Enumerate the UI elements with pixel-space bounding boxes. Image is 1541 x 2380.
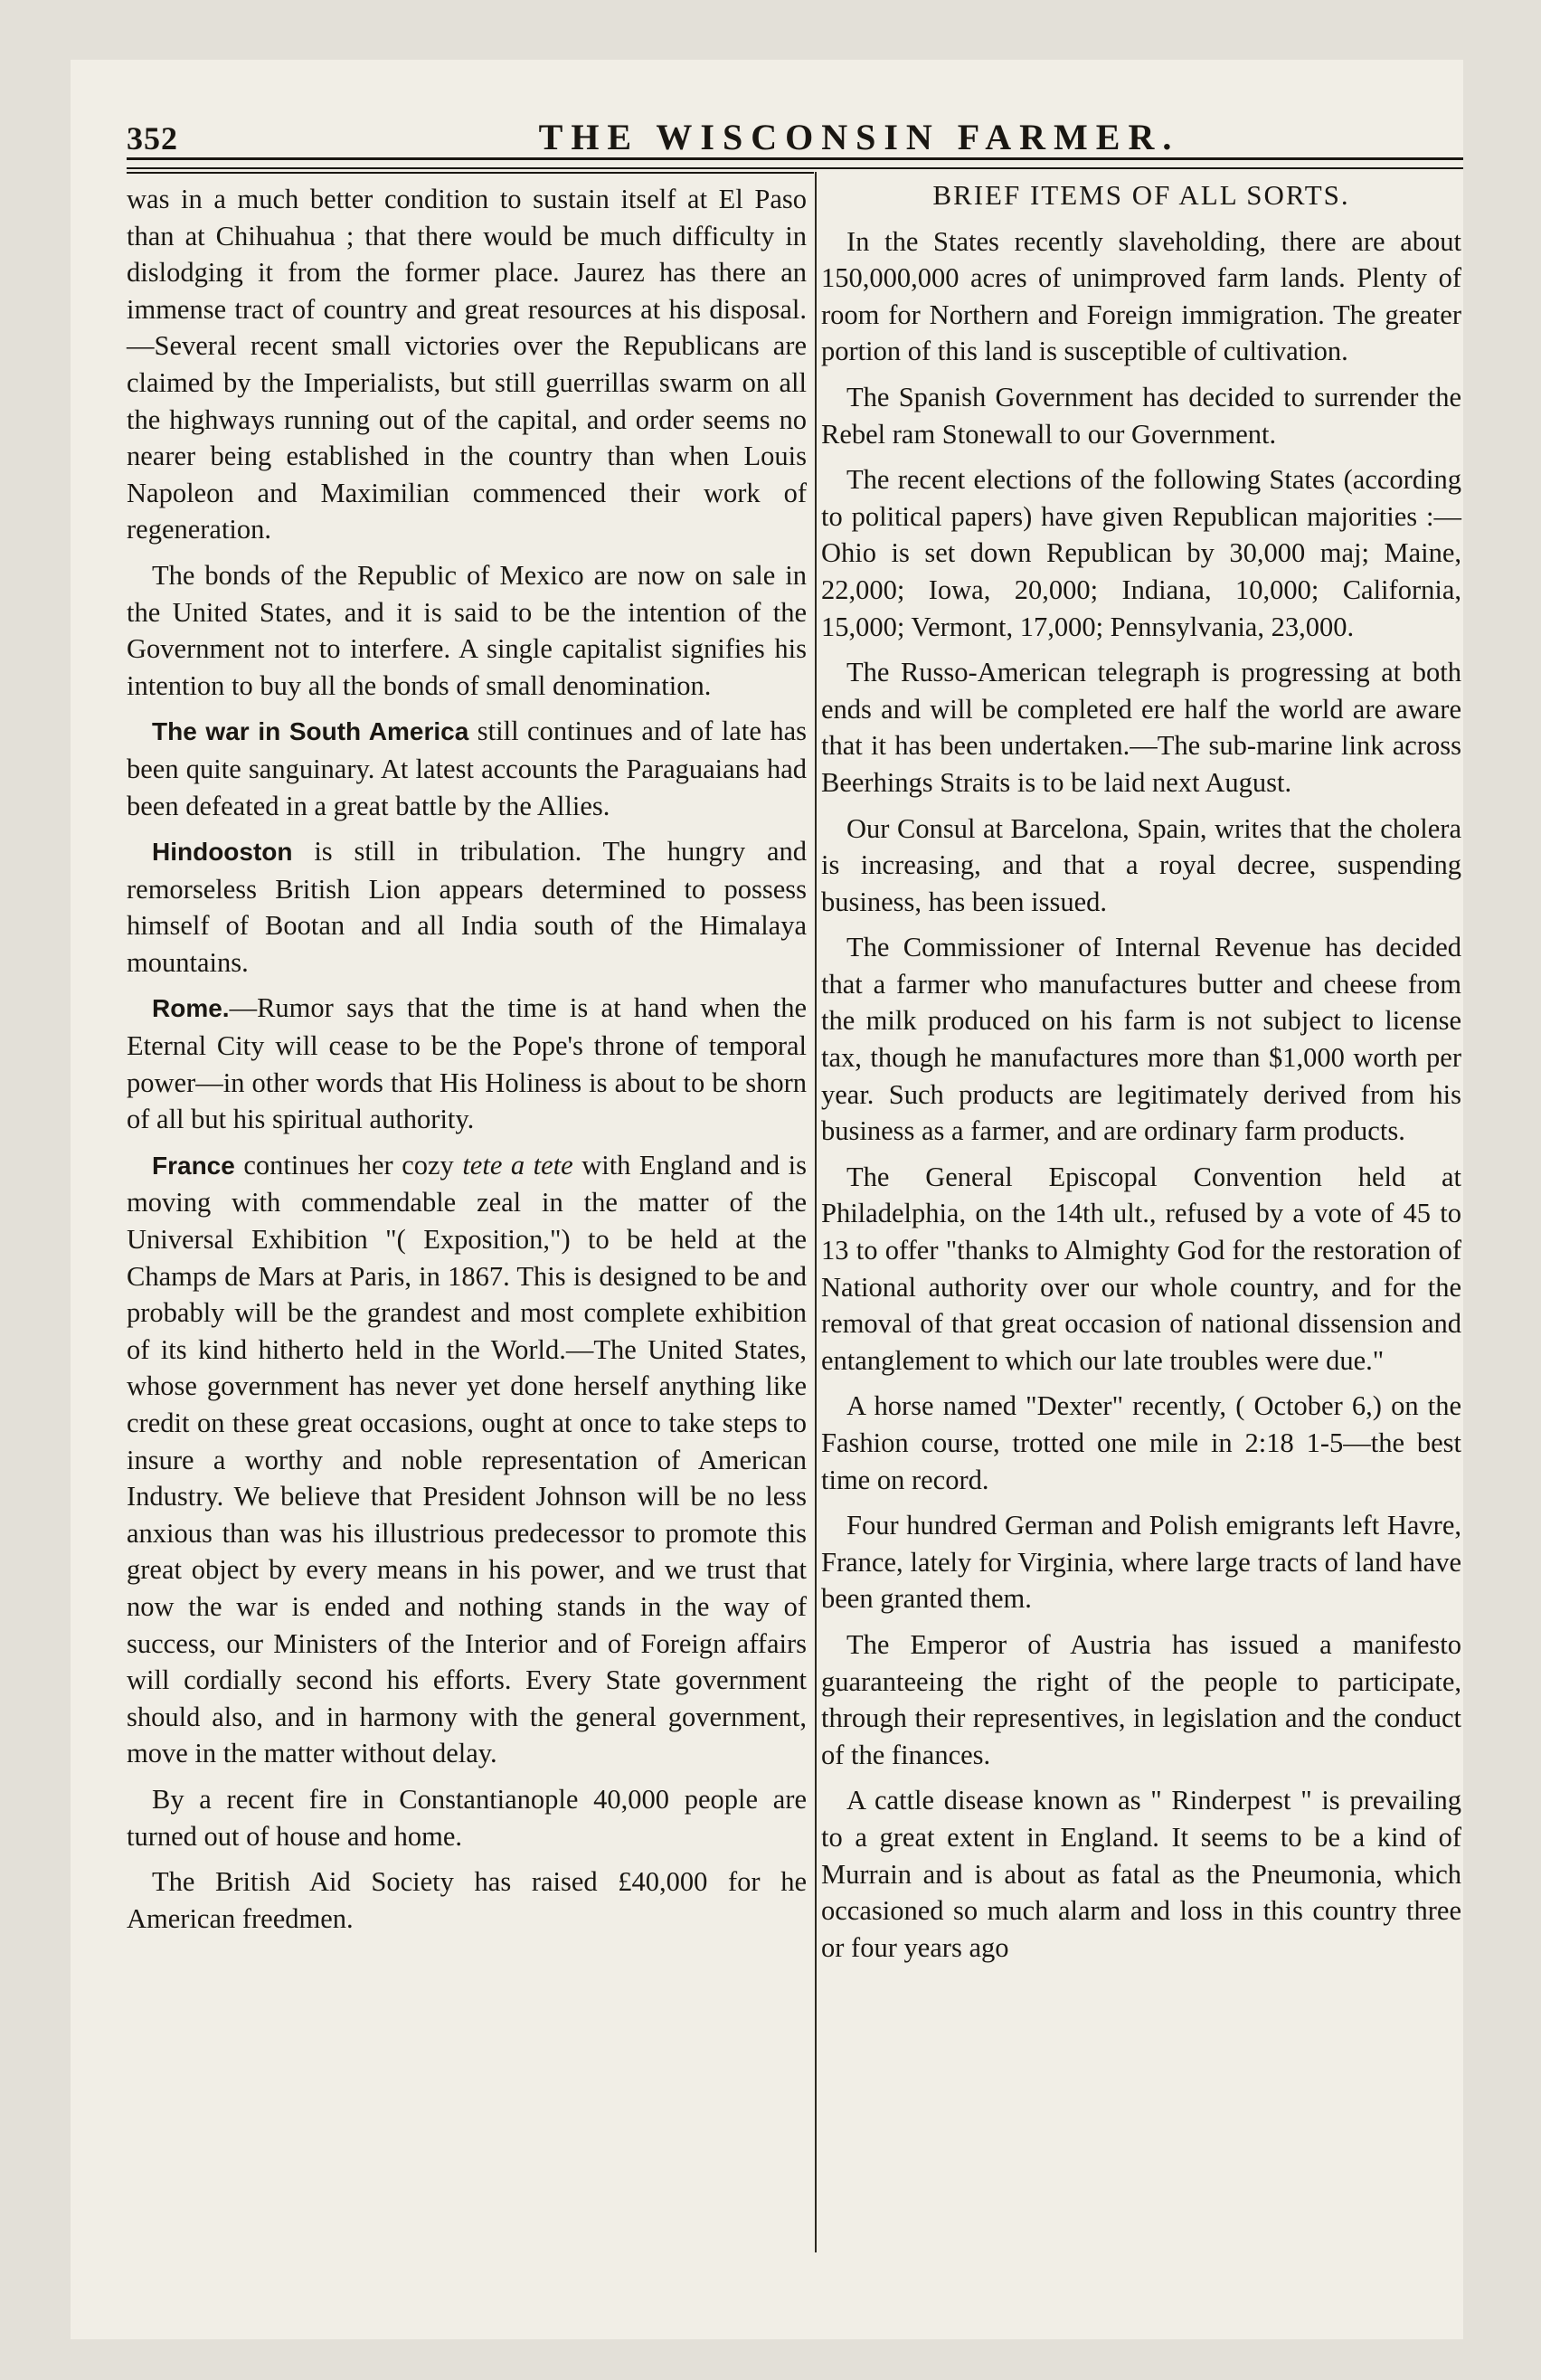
item-internal-revenue: The Commissioner of Internal Revenue has decided that a farmer who manufactures butter and cheese from the milk produced on his farm is not subject to license tax, though he manufactures more than $1,000 worth per year. Such products are legitimately derived from his business as a farmer, and are ordinary farm products. (821, 932, 1461, 1147)
lead-france: France (152, 1151, 235, 1180)
item-episcopal-convention: The General Episcopal Convention held at Philadelphia, on the 14th ult., refused by a vote of 45 to 13 to offer "thanks to Almighty God for the restoration of National authority over our whole country, and for the removal of that great occasion of national dissension and entanglement to which our late troubles were due." (821, 1161, 1461, 1376)
header-rule (127, 157, 1463, 169)
paragraph-hindooston (127, 833, 807, 981)
paragraph-france (127, 1147, 807, 1772)
text-france-italic: tete a tete (462, 1149, 573, 1181)
section-heading: BRIEF ITEMS OF ALL SORTS. (932, 179, 1350, 211)
item-elections: The recent elections of the following States (according to political papers) have given Republican majorities :—Ohio is set down Republican by 30,000 maj; Maine, 22,000; Iowa, 20,000; Indiana, 10,000; California, 15,000; Vermont, 17,000; Pennsylvania, 23,000. (821, 464, 1461, 642)
text-hindooston: is still in tribulation. The hungry and remorseless British Lion appears determined to possess himself of Bootan and all India south of the Himalaya mountains. (127, 836, 807, 978)
column-divider (815, 172, 817, 2252)
lead-hindooston: Hindooston (152, 838, 293, 867)
page-number: 352 (127, 120, 178, 156)
item-stonewall: The Spanish Government has decided to surrender the Rebel ram Stonewall to our Government. (821, 381, 1461, 450)
left-column-rule (127, 172, 814, 174)
item-dexter-horse: A horse named "Dexter" recently, ( October 6,) on the Fashion course, trotted one mile in 2:18 1-5—the best time on record. (821, 1390, 1461, 1495)
text-rome: —Rumor says that the time is at hand when the Eternal City will cease to be the Pope's throne of temporal power—in other words that His Holiness is about to be shorn of all but his spiritual authority. (127, 992, 807, 1135)
item-telegraph: The Russo-American telegraph is progressing at both ends and will be completed ere half the world are aware that it has been undertaken.—The sub-marine link across Beerhings Straits is to be laid next August. (821, 657, 1461, 798)
paragraph-rome (127, 990, 807, 1137)
paragraph-british-aid: The British Aid Society has raised £40,000 for he American freedmen. (127, 1866, 807, 1934)
lead-south-america: The war in South America (152, 717, 469, 746)
paragraph-mexico-continued: was in a much better condition to sustain itself at El Paso than at Chihuahua ; that there would be much difficulty in dislodging it from the former place. Jaurez has there an immense tract of country and great resources at his disposal.—Several recent small victories over the Republicans are claimed by the Imperialists, but still guerrillas swarm on all the highways running out of the capital, and order seems no nearer being established in the country than when Louis Napoleon and Maximilian commenced their work of regeneration. (127, 184, 807, 545)
paragraph-south-america (127, 713, 807, 824)
item-rinderpest: A cattle disease known as " Rinderpest " is prevailing to a great extent in England. It seems to be a kind of Murrain and is about as fatal as the Pneumonia, which occasioned so much alarm and loss in this country three or four years ago (821, 1785, 1461, 1963)
paragraph-mexico-bonds: The bonds of the Republic of Mexico are now on sale in the United States, and it is said to be the intention of the Government not to interfere. A single capitalist signifies his intention to buy all the bonds of small denomination. (127, 559, 807, 701)
paragraph-constantinople-fire: By a recent fire in Constantianople 40,000 people are turned out of house and home. (127, 1783, 807, 1852)
item-emigrants: Four hundred German and Polish emigrants left Havre, France, lately for Virginia, where large tracts of land have been granted them. (821, 1510, 1461, 1615)
journal-title: THE WISCONSIN FARMER. (538, 117, 1180, 157)
item-austria-manifesto: The Emperor of Austria has issued a manifesto guaranteeing the right of the people to participate, through their representives, in legislation and the conduct of the finances. (821, 1628, 1461, 1770)
left-column (127, 181, 807, 1946)
right-column (821, 177, 1461, 1975)
lead-rome: Rome. (152, 994, 230, 1023)
item-barcelona-cholera: Our Consul at Barcelona, Spain, writes that the cholera is increasing, and that a royal decree, suspending business, has been issued. (821, 812, 1461, 917)
item-slaveholding-lands: In the States recently slaveholding, there are about 150,000,000 acres of unimproved farm lands. Plenty of room for Northern and Foreign immigration. The greater portion of this land is susceptible of cultivation. (821, 225, 1461, 367)
text-south-america: still continues and of late has been quite sanguinary. At latest accounts the Paraguaians had been defeated in a great battle by the Allies. (127, 716, 808, 821)
text-france-a: continues her cozy (234, 1149, 463, 1181)
text-france-b: with England and is moving with commendable zeal in the matter of the Universal Exhibition "( Exposition,") to be held at the Champs de Mars at Paris, in 1867. This is designed to be and probably will be the grandest and most complete exhibition of its kind hitherto held in the World.—The United States, whose government has never yet done herself anything like credit on these great occasions, ought at once to take steps to insure a worthy and noble representation of American Industry. We believe that President Johnson will be no less anxious than was his illustrious predecessor to promote this great object by every means in his power, and we trust that now the war is ended and nothing stands in the way of success, our Ministers of the Interior and of Foreign affairs will cordially second his efforts. Every State government should also, and in harmony with the general government, move in the matter without delay. (127, 1149, 807, 1769)
